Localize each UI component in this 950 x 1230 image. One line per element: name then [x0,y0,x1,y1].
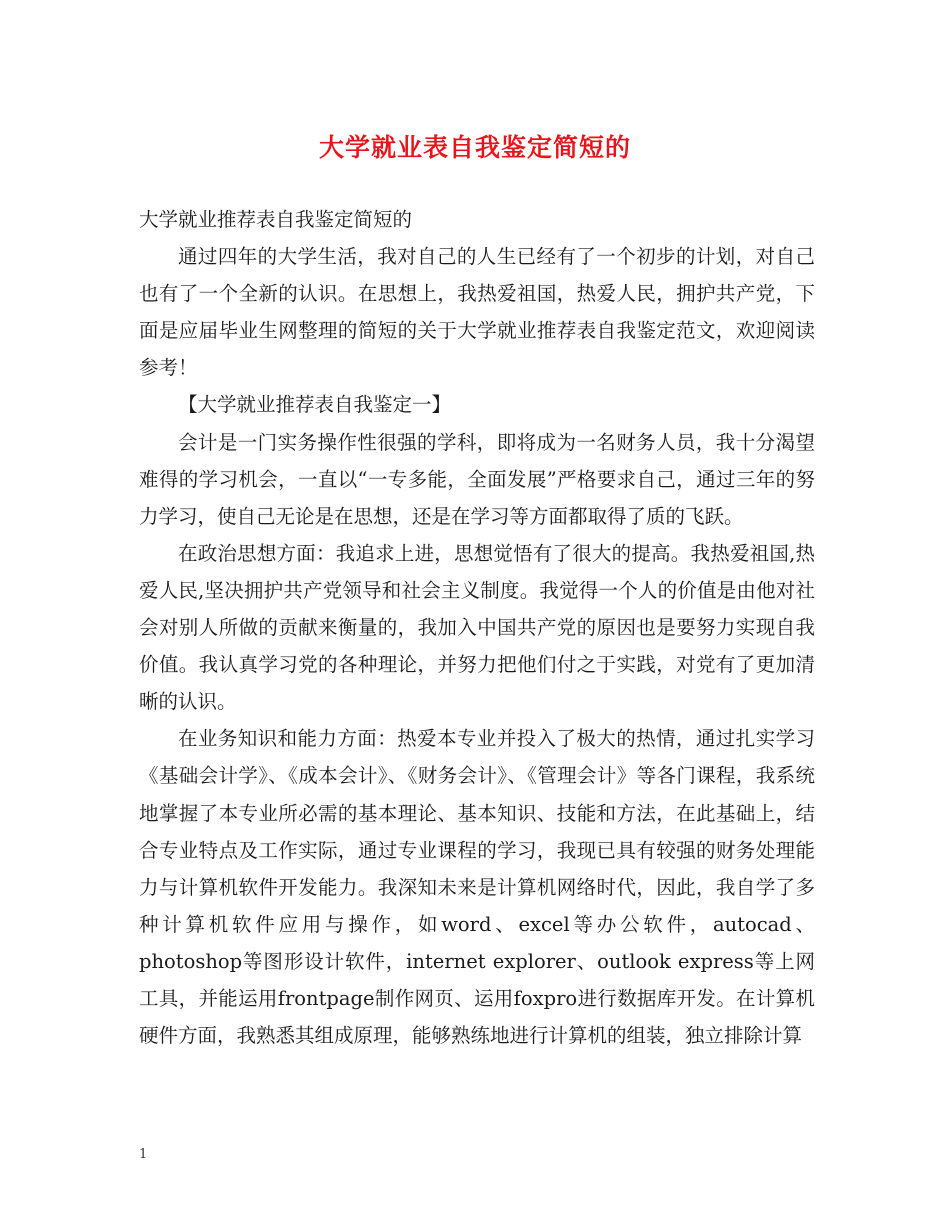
paragraph-accounting: 会计是一门实务操作性很强的学科，即将成为一名财务人员，我十分渴望难得的学习机会，一直以“一专多能，全面发展”严格要求自己，通过三年的努力学习，使自己无论是在思想，还是在学习等方面都取得了质的飞跃。 [139,430,815,528]
paragraph-subtitle: 大学就业推荐表自我鉴定简短的 [139,208,413,231]
document-body [139,201,815,1054]
section-heading: 【大学就业推荐表自我鉴定一】 [178,393,452,417]
paragraph-political: 在政治思想方面：我追求上进，思想觉悟有了很大的提高。我热爱祖国,热爱人民,坚决拥护共产党领导和社会主义制度。我觉得一个人的价值是由他对社会对别人所做的贡献来衡量的，我加入中国共产党的原因也是要努力实现自我价值。我认真学习党的各种理论，并努力把他们付之于实践，对党有了更加清晰的认识。 [139,541,815,714]
paragraph-intro: 通过四年的大学生活，我对自己的人生已经有了一个初步的计划，对自己也有了一个全新的认识。在思想上，我热爱祖国，热爱人民，拥护共产党，下面是应届毕业生网整理的简短的关于大学就业推荐表自我鉴定范文，欢迎阅读参考！ [139,245,815,380]
paragraph-professional: 在业务知识和能力方面：热爱本专业并投入了极大的热情，通过扎实学习《基础会计学》、《成本会计》、《财务会计》、《管理会计》等各门课程，我系统地掌握了本专业所必需的基本理论、基本知识、技能和方法，在此基础上，结合专业特点及工作实际，通过专业课程的学习，我现已具有较强的财务处理能力与计算机软件开发能力。我深知未来是计算机网络时代，因此，我自学了多种计算机软件应用与操作，如word、excel等办公软件，autocad、photoshop等图形设计软件，internet explorer、outlook express等上网工具，并能运用frontpage制作网页、运用foxpro进行数据库开发。在计算机硬件方面，我熟悉其组成原理，能够熟练地进行计算机的组装，独立排除计算 [139,727,815,1048]
page-number: 1 [139,1147,148,1162]
document-title: 大学就业表自我鉴定简短的 [318,133,631,162]
